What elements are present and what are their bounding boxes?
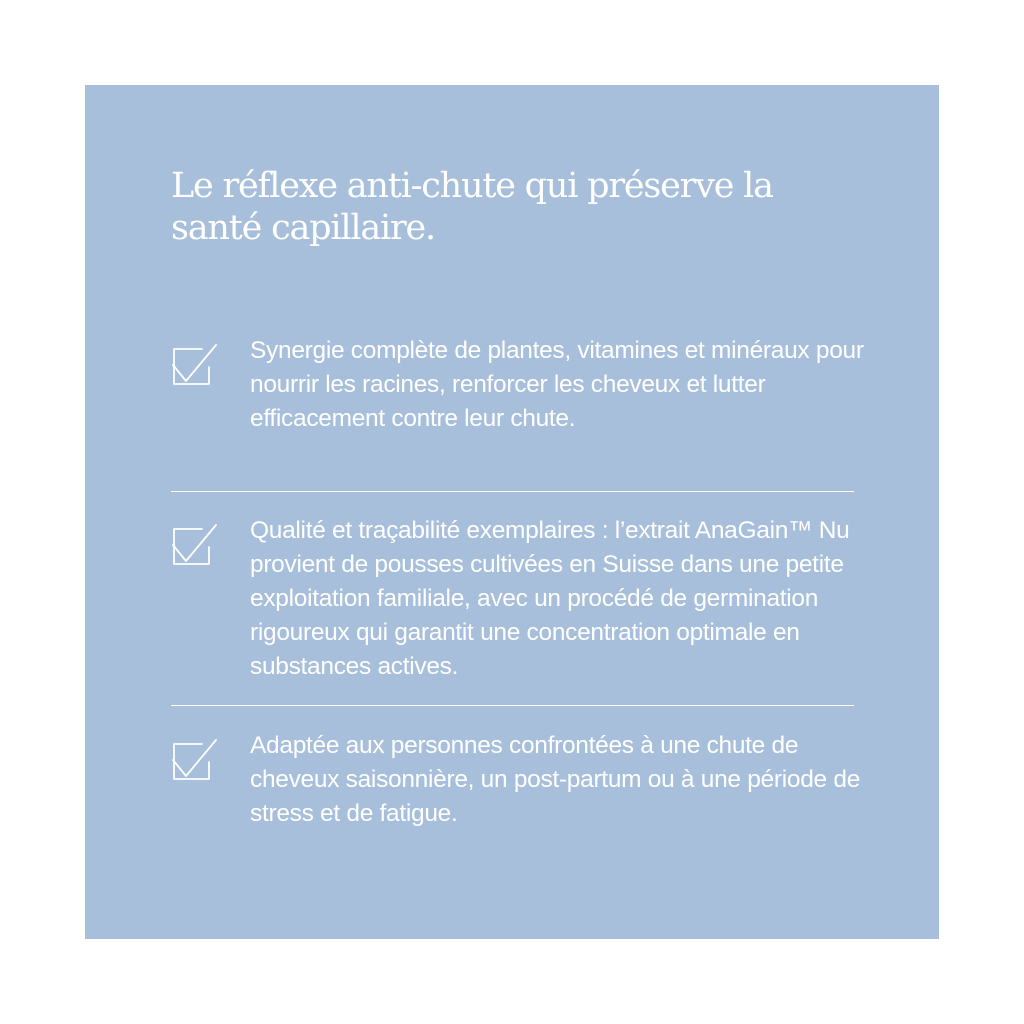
benefit-text: Synergie complète de plantes, vitamines et minéraux pour nourrir les racines, renforcer les cheveux et lutter efficacement contre leur chute.: [250, 337, 864, 432]
checkbox-checked-icon: [171, 738, 219, 786]
benefits-card: [85, 85, 939, 939]
benefit-text: Adaptée aux personnes confrontées à une chute de cheveux saisonnière, un post-partum ou à une période de stress et de fatigue.: [250, 732, 861, 827]
checkbox-checked-icon: [171, 523, 219, 571]
benefit-text: Qualité et traçabilité exemplaires : l’extrait AnaGain™ Nu provient de pousses cultivées en Suisse dans une petite exploitation familiale, avec un procédé de germination rigoureux qui garantit une concentration optimale en substances actives.: [250, 517, 850, 680]
checkbox-checked-icon: [171, 343, 219, 391]
divider: [171, 491, 854, 492]
divider: [171, 705, 854, 706]
headline: Le réflexe anti-chute qui préserve la santé capillaire.: [171, 166, 773, 248]
